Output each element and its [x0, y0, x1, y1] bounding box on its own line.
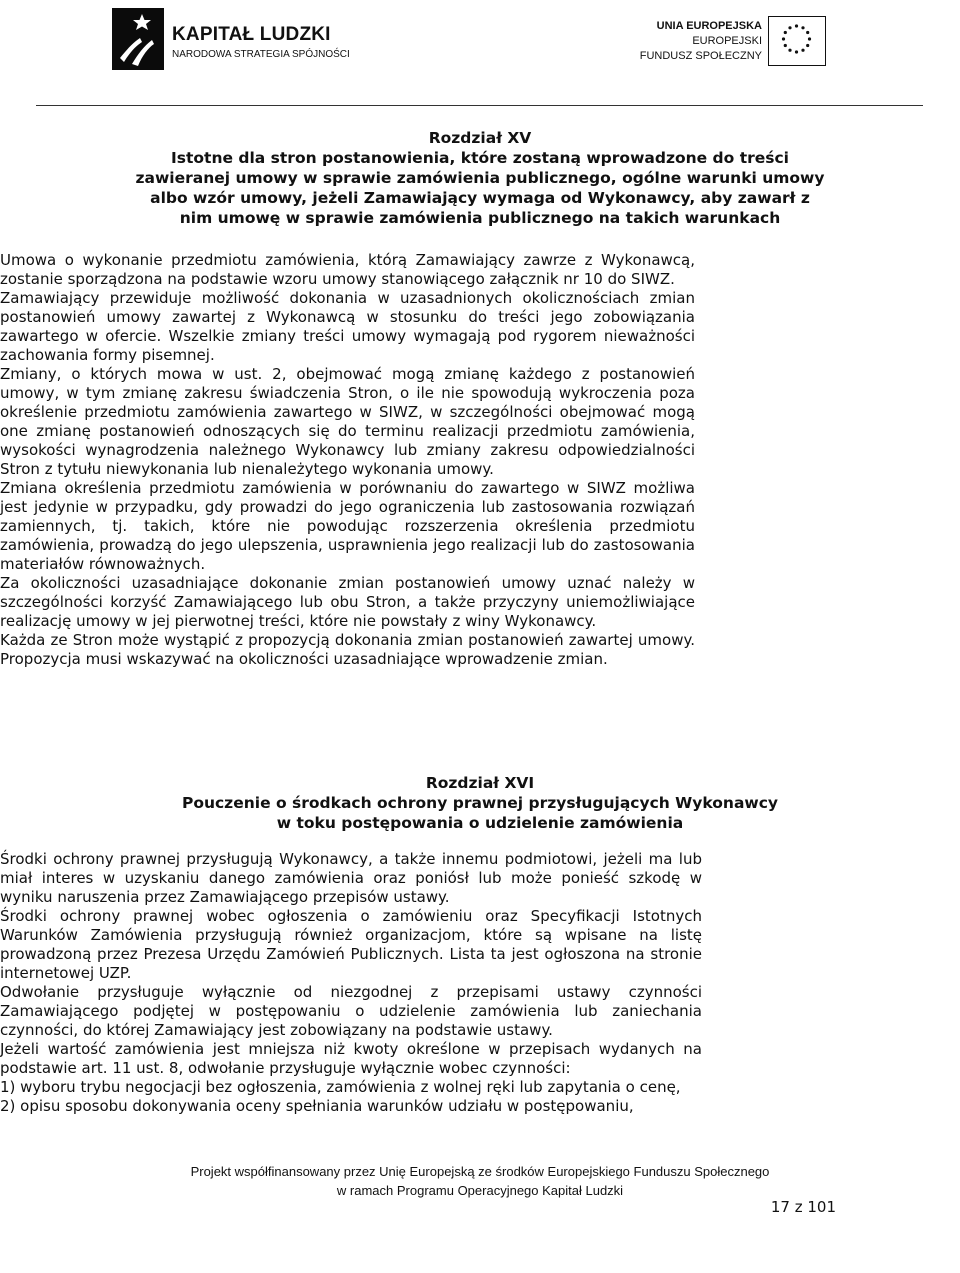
chapter-xv-title: Rozdział XV: [428, 129, 532, 147]
kapital-ludzki-emblem-icon: [112, 8, 164, 70]
chapter-xv: [100, 128, 860, 228]
chapter-xv-points: [0, 251, 695, 669]
eu-logo: [620, 16, 840, 70]
chapter-xvi-heading-line-1: Pouczenie o środkach ochrony prawnej przysługujących Wykonawcy: [181, 794, 779, 812]
list-item: [0, 289, 695, 365]
eu-line-2: EUROPEJSKI: [692, 35, 762, 47]
chapter-xvi: [100, 773, 860, 833]
sub-point: 2) opisu sposobu dokonywania oceny spełniania warunków udziału w postępowaniu,: [0, 1097, 634, 1115]
point-text: Zamawiający przewiduje możliwość dokonania w uzasadnionych okolicznościach zmian postanowień umowy zawartej z Wykonawcą w stosunku do treści jego zobowiązania zawartego w ofercie. Wszelkie zmiany treści umowy wymagają pod rygorem nieważności zachowania formy pisemnej.: [0, 289, 695, 364]
point-text: Zmiana określenia przedmiotu zamówienia w porównaniu do zawartego w SIWZ możliwa jest jedynie w przypadku, gdy prowadzi do jego ograniczenia lub zastosowania rozwiązań zamiennych, tj. takich, które nie powodując rozszerzenia określenia przedmiotu zamówienia, prowadzą do jego ulepszenia, usprawnienia jego realizacji lub do zastosowania materiałów równoważnych.: [0, 479, 695, 573]
point-text: Środki ochrony prawnej przysługują Wykonawcy, a także innemu podmiotowi, jeżeli ma lub miał interes w uzyskaniu danego zamówienia oraz poniósł lub może ponieść szkodę w wyniku naruszenia przez Zamawiającego przepisów ustawy.: [0, 850, 702, 906]
footer-line-1: Projekt współfinansowany przez Unię Europejską ze środków Europejskiego Funduszu Społecznego: [190, 1164, 770, 1179]
eu-line-3: FUNDUSZ SPOŁECZNY: [639, 50, 762, 62]
chapter-xvi-points: [0, 850, 702, 1116]
chapter-xv-heading-line-1: Istotne dla stron postanowienia, które zostaną wprowadzone do treści: [171, 149, 789, 167]
point-text: Jeżeli wartość zamówienia jest mniejsza niż kwoty określone w przepisach wydanych na podstawie art. 11 ust. 8, odwołanie przysługuje wyłącznie wobec czynności:: [0, 1040, 702, 1077]
list-item: [0, 631, 695, 669]
point-text: Odwołanie przysługuje wyłącznie od niezgodnej z przepisami ustawy czynności Zamawiającego podjętej w postępowaniu o udzielenie zamówienia lub zaniechania czynności, do której Zamawiający jest zobowiązany na podstawie ustawy.: [0, 983, 702, 1039]
chapter-xvi-heading-line-2: w toku postępowania o udzielenie zamówienia: [276, 814, 684, 832]
sub-point: 1) wyboru trybu negocjacji bez ogłoszenia, zamówienia z wolnej ręki lub zapytania o cenę,: [0, 1078, 681, 1096]
list-item: [0, 850, 702, 907]
point-text: Zmiany, o których mowa w ust. 2, obejmować mogą zmianę każdego z postanowień umowy, w tym zmianę zakresu świadczenia Stron, o ile nie spowodują wykroczenia poza określenie przedmiotu zamówienia zawartego w SIWZ, w szczególności obejmować mogą one zmianę postanowień odnoszących się do terminu realizacji przedmiotu zamówienia, wysokości wynagrodzenia należnego Wykonawcy lub zmiany zakresu odpowiedzialności Stron z tytułu niewykonania lub nienależytego wykonania umowy.: [0, 365, 695, 478]
kapital-ludzki-logo: [112, 8, 392, 70]
eu-flag-icon: [768, 16, 826, 66]
list-item: [0, 907, 702, 983]
point-text: Każda ze Stron może wystąpić z propozycją dokonania zmian postanowień zawartej umowy. Propozycja musi wskazywać na okoliczności uzasadniające wprowadzenie zmian.: [0, 631, 695, 668]
list-item: [0, 1040, 702, 1116]
list-item: [0, 365, 695, 479]
logo-title: KAPITAŁ LUDZKI: [172, 24, 331, 45]
footer-line-2: w ramach Programu Operacyjnego Kapitał Ludzki: [336, 1183, 624, 1198]
list-item: [0, 574, 695, 631]
footer: [0, 1162, 960, 1200]
list-item: [0, 251, 695, 289]
point-text: Umowa o wykonanie przedmiotu zamówienia, którą Zamawiający zawrze z Wykonawcą, zostanie sporządzona na podstawie wzoru umowy stanowiącego załącznik nr 10 do SIWZ.: [0, 251, 695, 288]
point-text: Za okoliczności uzasadniające dokonanie zmian postanowień umowy uznać należy w szczególności korzyść Zamawiającego lub obu Stron, a także przyczyny uniemożliwiające realizację umowy w jej pierwotnej treści, które nie powstały z winy Wykonawcy.: [0, 574, 695, 630]
chapter-xv-heading-line-3: albo wzór umowy, jeżeli Zamawiający wymaga od Wykonawcy, aby zawarł z: [150, 189, 810, 207]
chapter-xv-heading-line-4: nim umowę w sprawie zamówienia publicznego na takich warunkach: [179, 209, 781, 227]
point-text: Środki ochrony prawnej wobec ogłoszenia o zamówieniu oraz Specyfikacji Istotnych Warunków Zamówienia przysługują również organizacjom, które są wpisane na listę prowadzoną przez Prezesa Urzędu Zamówień Publicznych. Lista ta jest ogłoszona na stronie internetowej UZP.: [0, 907, 702, 982]
logo-subtitle: NARODOWA STRATEGIA SPÓJNOŚCI: [172, 49, 350, 60]
page-number: 17 z 101: [770, 1198, 836, 1216]
list-item: [0, 983, 702, 1040]
list-item: [0, 479, 695, 574]
chapter-xvi-title: Rozdział XVI: [425, 774, 535, 792]
header-divider: [36, 105, 923, 106]
eu-line-1: UNIA EUROPEJSKA: [656, 20, 762, 32]
chapter-xv-heading-line-2: zawieranej umowy w sprawie zamówienia publicznego, ogólne warunki umowy: [135, 169, 825, 187]
